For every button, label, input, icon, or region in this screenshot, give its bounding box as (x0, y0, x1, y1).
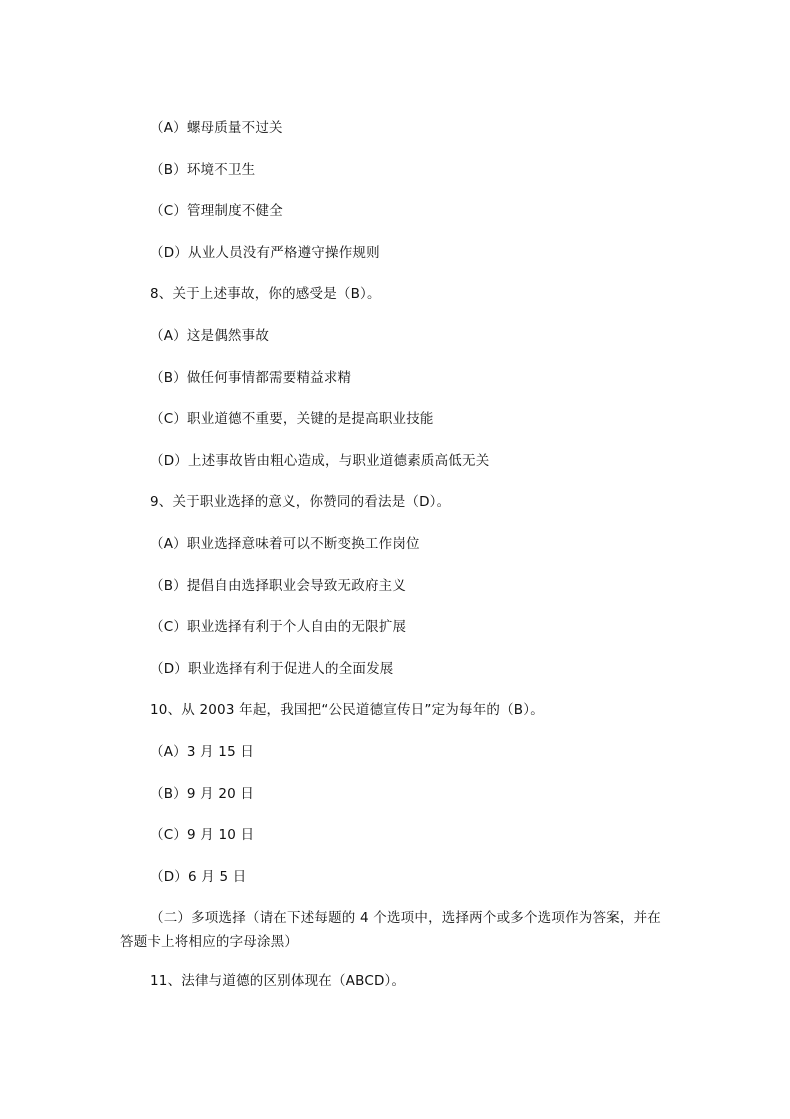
q7-option-d: （D）从业人员没有严格遵守操作规则 (150, 245, 380, 261)
q10-stem: 10、从 2003 年起，我国把“公民道德宣传日”定为每年的（B）。 (150, 702, 544, 718)
q7-option-c: （C）管理制度不健全 (150, 203, 283, 219)
section-multiple-choice-instructions (120, 906, 680, 954)
q11-stem: 11、法律与道德的区别体现在（ABCD）。 (150, 973, 406, 989)
q9-option-a: （A）职业选择意味着可以不断变换工作岗位 (150, 536, 420, 552)
q8-option-b: （B）做任何事情都需要精益求精 (150, 370, 352, 386)
q8-option-c: （C）职业道德不重要，关键的是提高职业技能 (150, 411, 434, 427)
q9-stem: 9、关于职业选择的意义，你赞同的看法是（D）。 (150, 494, 451, 510)
q10-option-c: （C）9 月 10 日 (150, 827, 255, 843)
section-instructions-line1: （二）多项选择（请在下述每题的 4 个选项中，选择两个或多个选项作为答案，并在 (150, 910, 661, 926)
q8-option-a: （A）这是偶然事故 (150, 328, 270, 344)
q10-option-d: （D）6 月 5 日 (150, 869, 247, 885)
q10-option-b: （B）9 月 20 日 (150, 786, 255, 802)
q7-option-b: （B）环境不卫生 (150, 162, 256, 178)
q8-stem: 8、关于上述事故，你的感受是（B）。 (150, 286, 381, 302)
q9-option-b: （B）提倡自由选择职业会导致无政府主义 (150, 578, 407, 594)
q9-option-c: （C）职业选择有利于个人自由的无限扩展 (150, 619, 407, 635)
q8-option-d: （D）上述事故皆由粗心造成，与职业道德素质高低无关 (150, 453, 490, 469)
q10-option-a: （A）3 月 15 日 (150, 744, 255, 760)
section-instructions-line2: 答题卡上将相应的字母涂黑） (120, 934, 299, 950)
q7-option-a: （A）螺母质量不过关 (150, 120, 283, 136)
q9-option-d: （D）职业选择有利于促进人的全面发展 (150, 661, 394, 677)
